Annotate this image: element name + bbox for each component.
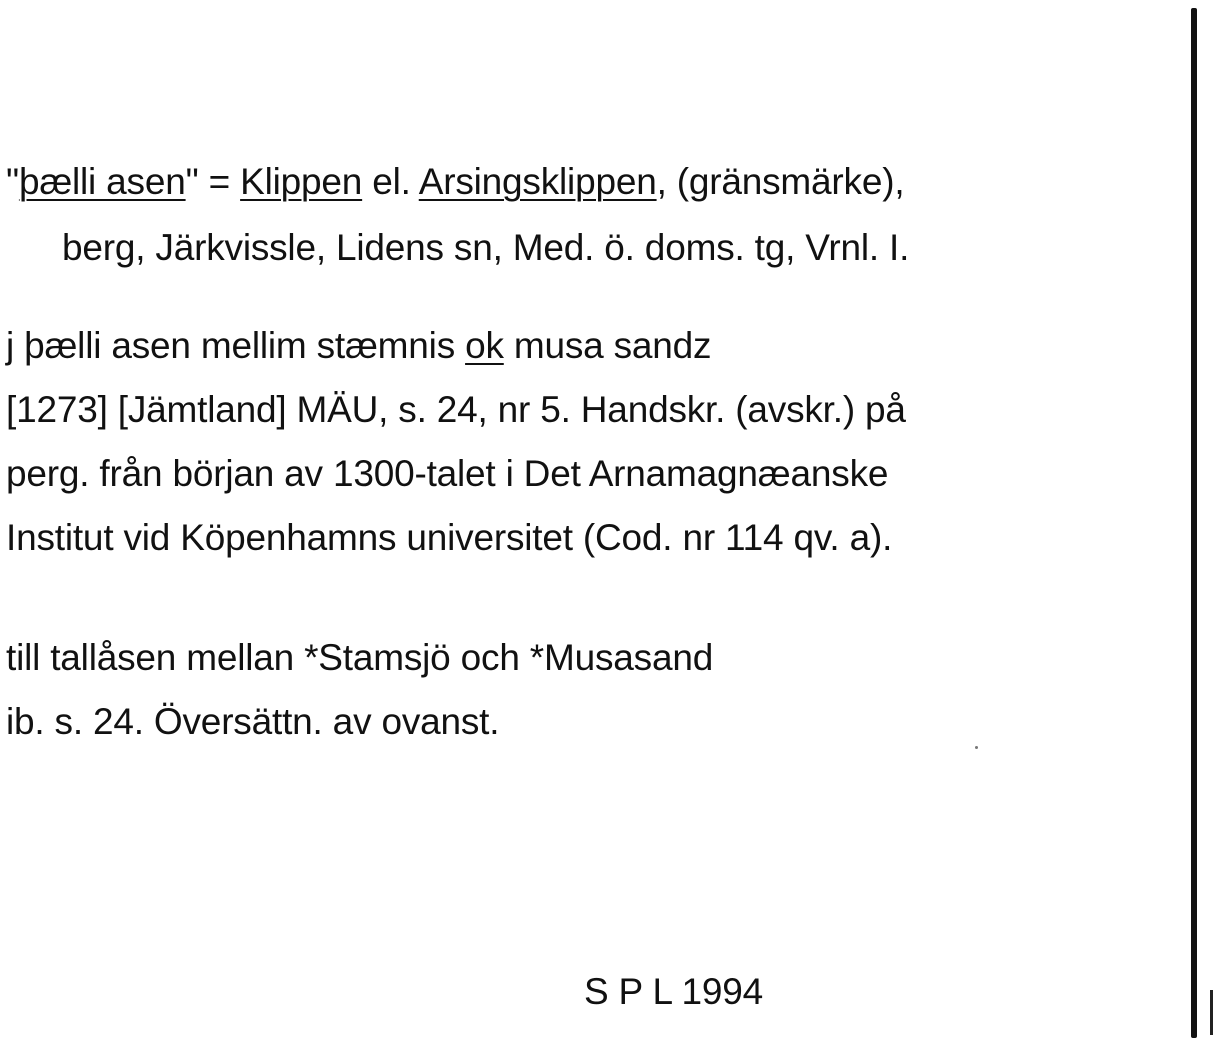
card-edge-rule [1191,8,1197,1038]
card-edge-mark [1210,990,1213,1035]
citation-quote-part-a: j þælli asen mellim stæmnis [6,325,466,366]
headword-term: þælli asen [18,161,186,202]
citation-source-line-1: [1273] [Jämtland] MÄU, s. 24, nr 5. Handskr. (avskr.) på [6,389,906,430]
citation-source-line-3: Institut vid Köpenhamns universitet (Cod. nr 114 qv. a). [6,517,893,558]
citation-quote-line [6,324,711,368]
headword-close-quote: " [185,161,199,202]
place-name-klippen: Klippen [240,161,363,202]
headword-open-quote: " [6,161,19,202]
citation-quote-part-b: musa sandz [503,325,712,366]
translation-source-line: ib. s. 24. Översättn. av ovanst. [6,701,500,742]
headword-equals: = [198,161,241,202]
scan-speck [975,746,978,749]
translation-line: till tallåsen mellan *Stamsjö och *Musasand [6,637,714,678]
citation-source-line-2: perg. från början av 1300-talet i Det Arnamagnæanske [6,453,889,494]
headword-alt-separator: el. [362,161,419,202]
footer-signature: S P L 1994 [584,971,764,1012]
headword-location-line: berg, Järkvissle, Lidens sn, Med. ö. doms. tg, Vrnl. I. [62,227,910,268]
headword-line [6,160,904,204]
place-name-arsingsklippen: Arsingsklippen [418,161,657,202]
headword-description: , (gränsmärke), [656,161,905,202]
citation-quote-ok: ok [465,325,504,366]
